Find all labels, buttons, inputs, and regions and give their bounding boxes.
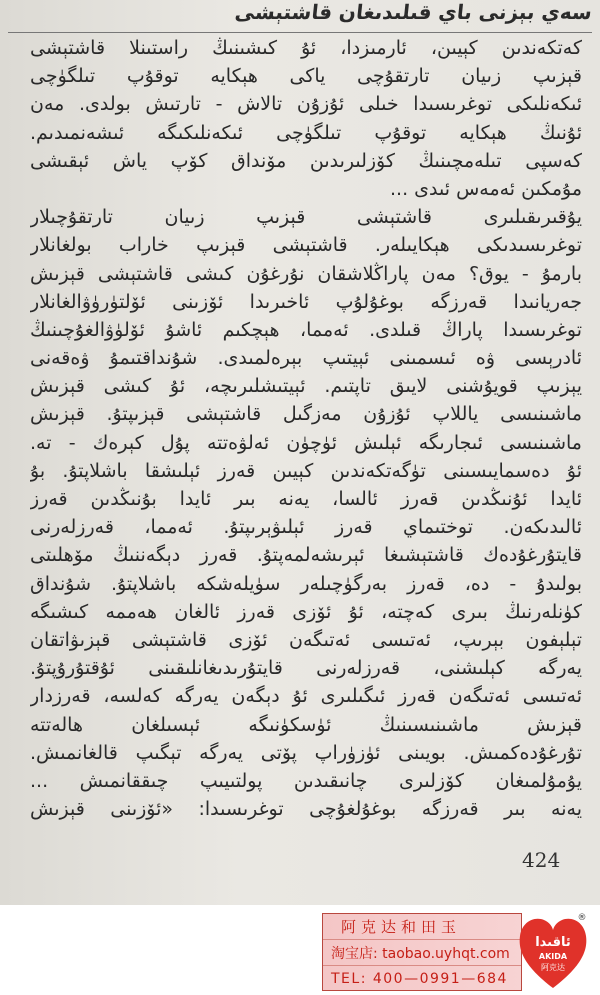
text-line: كەتكەندىن كېيىن، ئارمىزدا، ئۇ كىشىنىڭ راستىنلا قاشتېشى: [30, 37, 582, 59]
text-line: ئايدا ئۇنىڭدىن قەرز ئالسا، يەنە بىر ئايدا بۇنىڭدىن قەرز: [30, 488, 582, 510]
text-line: يۇمۇلمىغان كۆزلىرى چانىقىدىن پولتىيىپ چىققانمىش ...: [30, 769, 582, 792]
text-line: ئۇ دەسمايىسىنى تۈگەتكەندىن كېيىن قەرز ئېلىشقا باشلاپتۇ. بۇ: [30, 459, 582, 482]
text-line: يېزىپ قويۇشنى لايىق تاپتىم. ئېيتىشلىرىچە، ئۇ كىشى قېزىش: [30, 375, 582, 398]
text-line: بارمۇ - يوق؟ مەن پاراڭلاشقان نۇرغۇن كىشى قاشتېشى قېزىش: [30, 262, 582, 285]
text-line: قېزىش ماشىنىسىنىڭ ئۈسكۈنىگە ئېسىلغان ھالەتتە: [30, 713, 582, 736]
shop-promo-box: [322, 913, 522, 991]
text-line: توغرىسىدا پاراڭ قىلدى. ئەمما، ھېچكىم ئاشۇ ئۆلۈۋالغۇچىنىڭ: [30, 318, 582, 341]
text-line: ئۇنىڭ ھېكايە توقۇپ تىلگۈچى ئىكەنلىكىگە ئىشەنمىدىم.: [30, 121, 582, 144]
text-line: بولىدۇ - دە، قەرز بەرگۈچىلەر سۈيلەشكە باشلاپتۇ. شۇنداق: [30, 572, 582, 595]
text-line: كۈنلەرنىڭ بىرى كەچتە، ئۇ ئۆزى قەرز ئالغان ھەممە كىشىگە: [30, 600, 582, 623]
shop-name: 阿克达和田玉: [341, 918, 462, 936]
text-line: ئىكەنلىكى توغرىسىدا خىلى ئۇزۇن تالاش - تارتىش بولدى. مەن: [30, 93, 582, 116]
heart-logo-icon: [516, 910, 590, 992]
text-line: ماشىنىسى ئىجارىگە ئېلىش ئۈچۈن ئەلۋەتتە پۇل كېرەك - تە.: [30, 431, 582, 454]
shop-phone: TEL: 400—0991—684: [323, 965, 521, 991]
header-rule: [8, 32, 592, 33]
running-head: سەي بېزنى باي قىلىدىغان قاشتېشى: [233, 0, 594, 24]
registered-mark: ®: [577, 913, 587, 923]
text-line: يەنە بىر قەرزگە بوغۇلغۇچى توغرىسىدا: «ئۆزىنى قېزىش: [30, 798, 582, 821]
text-line: تېلېفون بېرىپ، ئەتىسى ئەتىگەن ئۆزى قاشتېشى قېزىۋاتقان: [30, 628, 582, 651]
text-line: يۇقىرىقىلىرى قاشتېشى قېزىپ زىيان تارتقۇچىلار: [30, 206, 582, 229]
logo-chinese-text: 阿克达: [541, 963, 565, 972]
logo-uyghur-text: ئاقىدا: [535, 935, 571, 950]
body-text: [30, 34, 582, 823]
text-line: ماشىنىسى ياللاپ ئۇزۇن مەزگىل قاشتېشى قېزىپتۇ. قېزىش: [30, 403, 582, 426]
text-line: تۇرغۇدەكمىش. بويىنى ئۈزۈراپ پۆتى يەرگە تېگىپ قالغانمىش.: [30, 741, 582, 764]
text-line: توغرىسىدىكى ھېكايىلەر. قاشتېشى قېزىپ خاراب بولغانلار: [30, 234, 582, 257]
text-line: ئادرېسى ۋە ئىسمىنى ئېيتىپ بېرەلمىدى. شۇنداقتىمۇ ۋەقەنى: [30, 347, 582, 370]
logo-latin-text: AKIDA: [538, 952, 568, 961]
text-line: كەسپى تىلەمچىنىڭ كۆزلىرىدىن مۆنداق كۆپ ياش ئېقىشى: [30, 149, 582, 172]
text-line: مۇمكىن ئەمەس ئىدى ...: [390, 177, 582, 200]
text-line: قېزىپ زىيان تارتقۇچى ياكى ھېكايە توقۇپ تىلگۈچى: [30, 65, 582, 88]
text-line: يەرگە كېلىشنى، قەرزلەرنى قايتۇرىدىغانلىقىنى ئۇقتۇرۇپتۇ.: [30, 657, 582, 680]
shop-url: 淘宝店: taobao.uyhqt.com: [323, 939, 521, 965]
page-number: 424: [522, 848, 561, 872]
akida-heart-logo: [516, 910, 590, 992]
text-line: قايتۇرغۇدەك قاشتېشىغا ئېرىشەلمەپتۇ. قەرز دېگەننىڭ مۆھلىتى: [30, 544, 582, 567]
text-line: جەريانىدا قەرزگە بوغۇلۇپ ئاخىرىدا ئۆزىنى ئۆلتۈرۈۋالغانلار: [30, 290, 582, 313]
text-line: ئالىدىكەن. توختىماي قەرز ئېلىۋېرىپتۇ. ئەمما، قەرزلەرنى: [30, 516, 582, 539]
text-line: ئەتىسى ئەتىگەن قەرز ئىگىلىرى ئۇ دېگەن يەرگە كەلسە، قەرزدار: [30, 685, 582, 708]
